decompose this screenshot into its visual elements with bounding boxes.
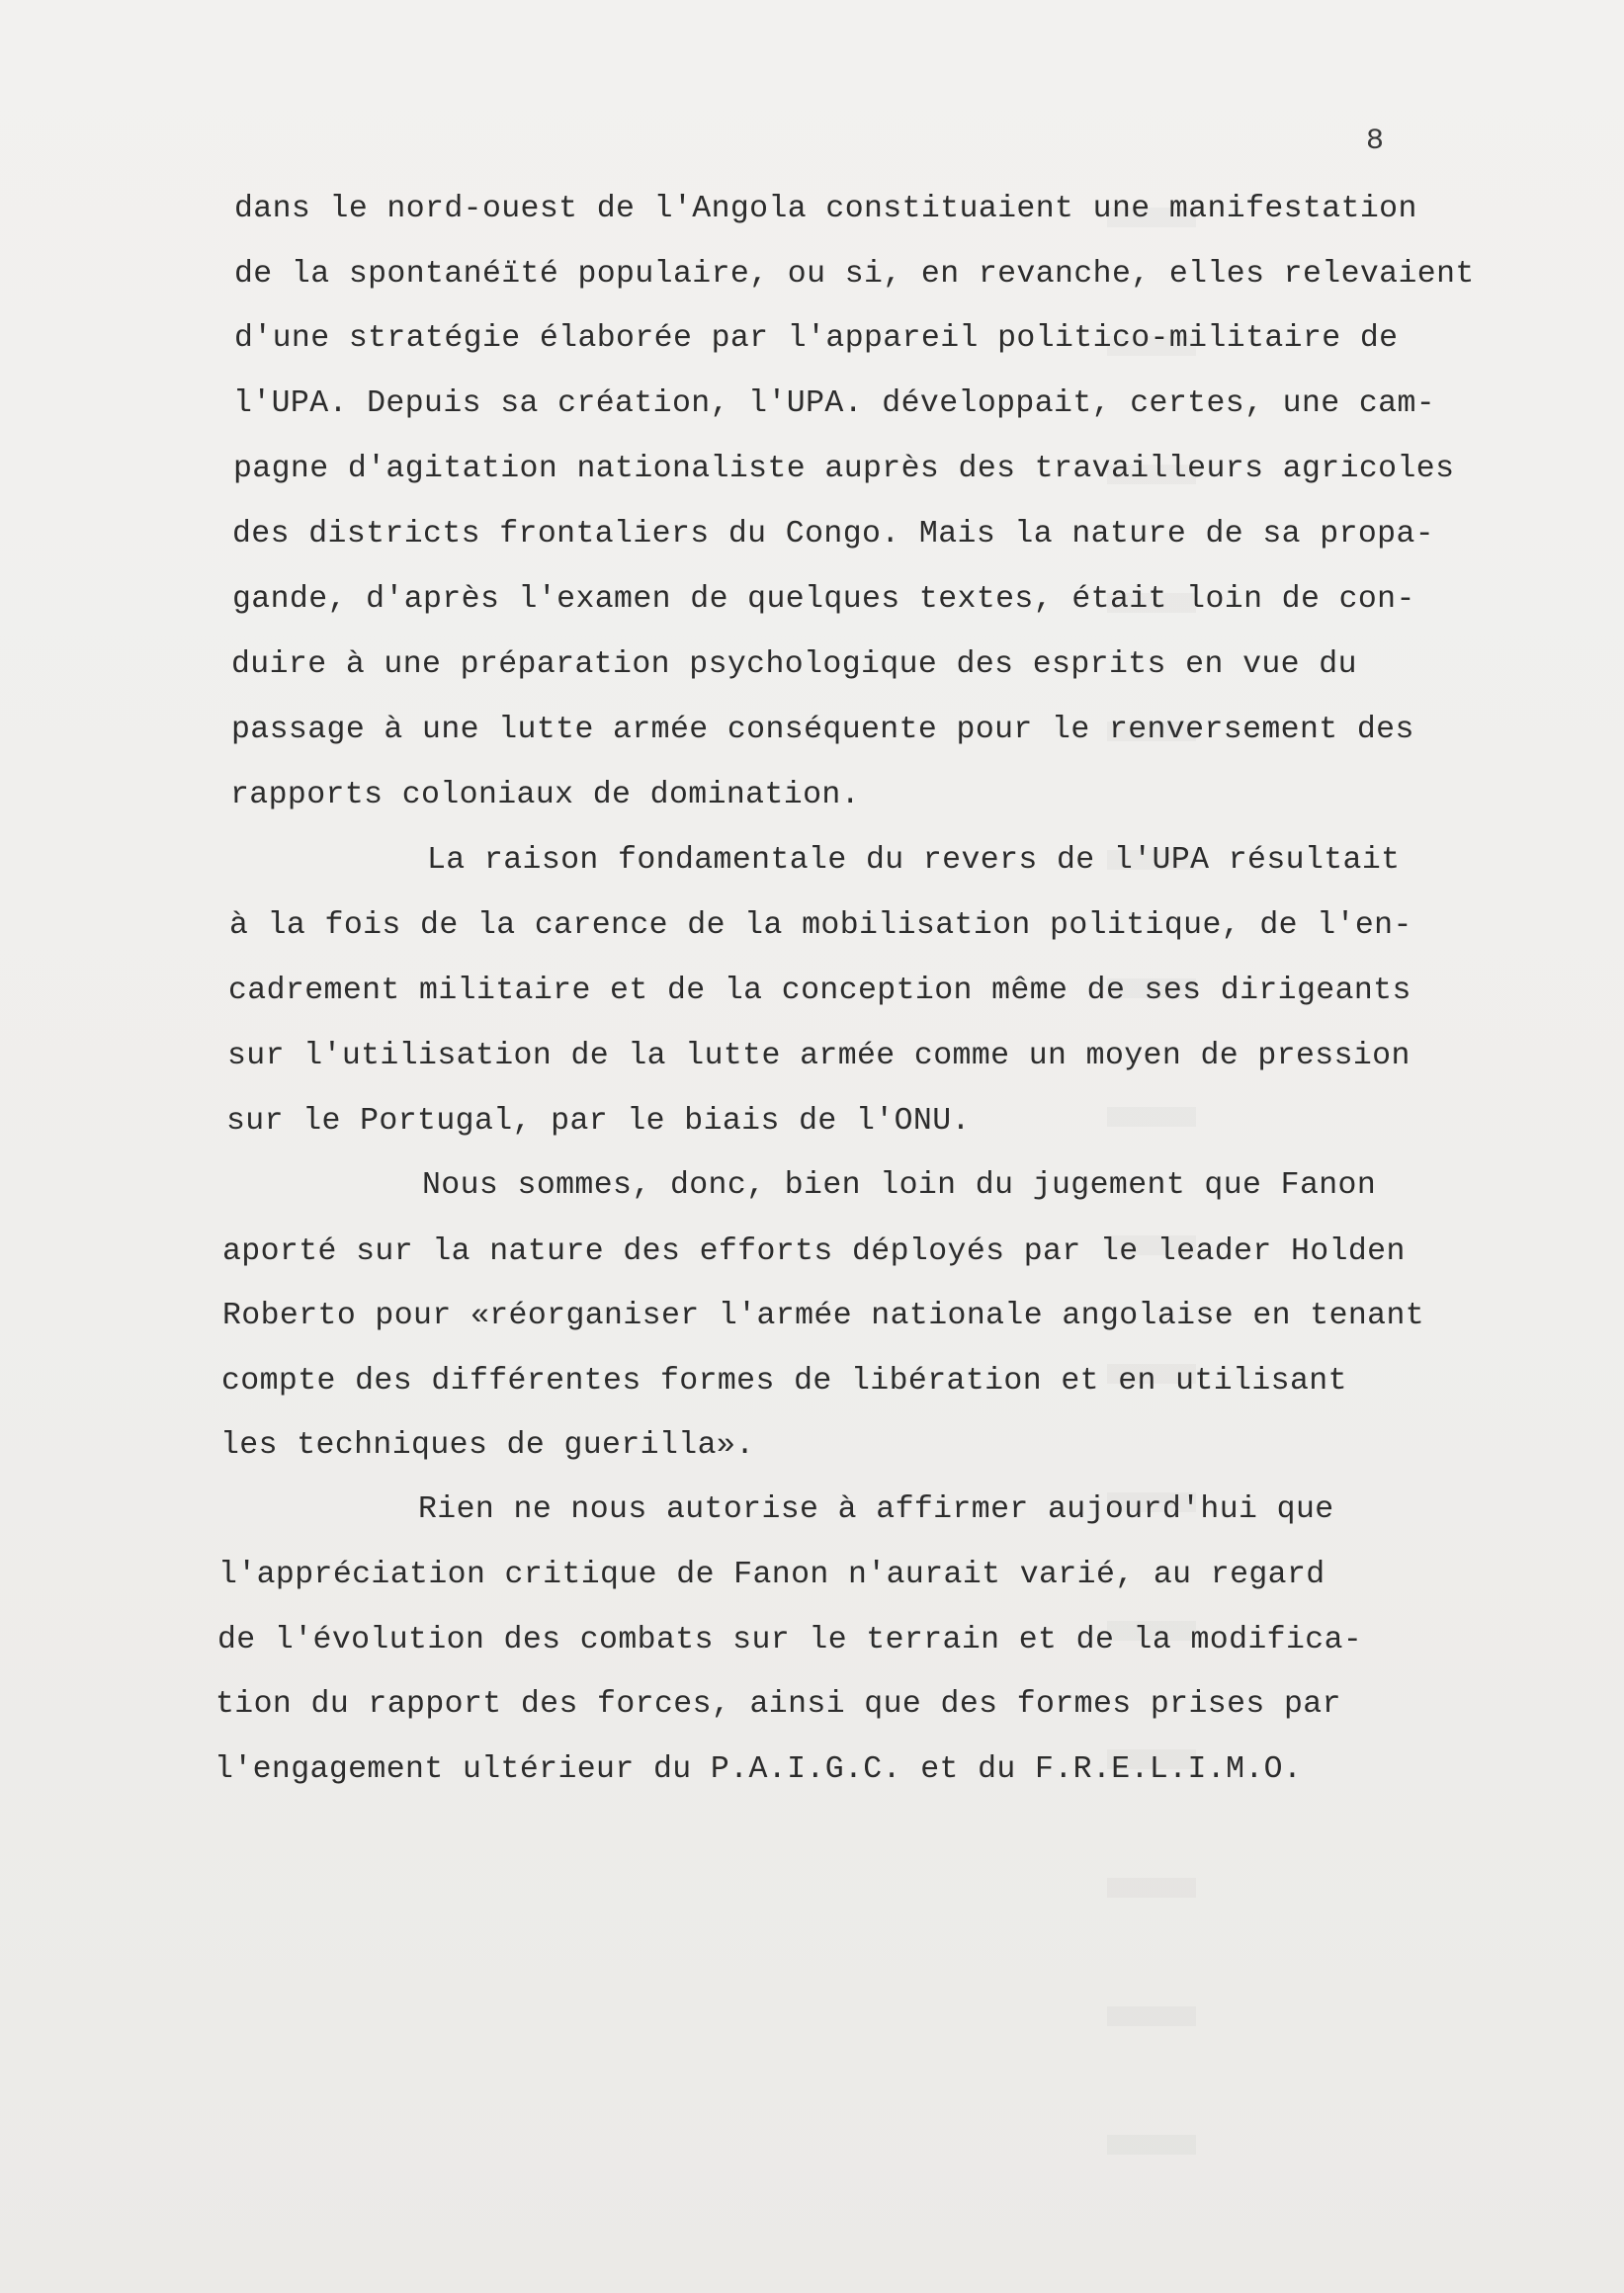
text-line: sur le Portugal, par le biais de l'ONU. [226, 1104, 971, 1139]
text-line: l'UPA. Depuis sa création, l'UPA. développait, certes, une cam- [233, 386, 1436, 421]
text-line: de l'évolution des combats sur le terrain et de la modifica- [217, 1623, 1363, 1657]
text-line: dans le nord-ouest de l'Angola constituaient une manifestation [234, 192, 1417, 226]
text-line: l'appréciation critique de Fanon n'aurait varié, au regard [218, 1558, 1325, 1592]
text-line: Rien ne nous autorise à affirmer aujourd'hui que [418, 1492, 1334, 1527]
text-line: d'une stratégie élaborée par l'appareil politico-militaire de [234, 321, 1399, 356]
text-line: pagne d'agitation nationaliste auprès des travailleurs agricoles [233, 452, 1455, 486]
text-line: aporté sur la nature des efforts déployés par le leader Holden [222, 1234, 1406, 1269]
text-line: Nous sommes, donc, bien loin du jugement que Fanon [422, 1168, 1377, 1203]
text-line: des districts frontaliers du Congo. Mais la nature de sa propa- [232, 517, 1435, 552]
text-line: tion du rapport des forces, ainsi que des formes prises par [215, 1687, 1341, 1722]
text-line: de la spontanéïté populaire, ou si, en revanche, elles relevaient [234, 257, 1475, 292]
text-line: passage à une lutte armée conséquente pour le renversement des [231, 713, 1414, 747]
text-line: compte des différentes formes de libération et en utilisant [221, 1364, 1347, 1399]
text-line: duire à une préparation psychologique des esprits en vue du [231, 647, 1357, 682]
text-line: cadrement militaire et de la conception même de ses dirigeants [228, 974, 1411, 1008]
text-line: gande, d'après l'examen de quelques textes, était loin de con- [232, 582, 1415, 617]
text-line: sur l'utilisation de la lutte armée comme un moyen de pression [227, 1039, 1410, 1073]
page-number: 8 [1366, 125, 1385, 158]
text-line: La raison fondamentale du revers de l'UPA résultait [427, 843, 1401, 878]
text-line: l'engagement ultérieur du P.A.I.G.C. et du F.R.E.L.I.M.O. [214, 1752, 1303, 1787]
text-line: les techniques de guerilla». [220, 1428, 755, 1463]
text-line: rapports coloniaux de domination. [230, 778, 861, 812]
text-line: Roberto pour «réorganiser l'armée nationale angolaise en tenant [222, 1299, 1425, 1333]
text-line: à la fois de la carence de la mobilisation politique, de l'en- [229, 908, 1412, 943]
